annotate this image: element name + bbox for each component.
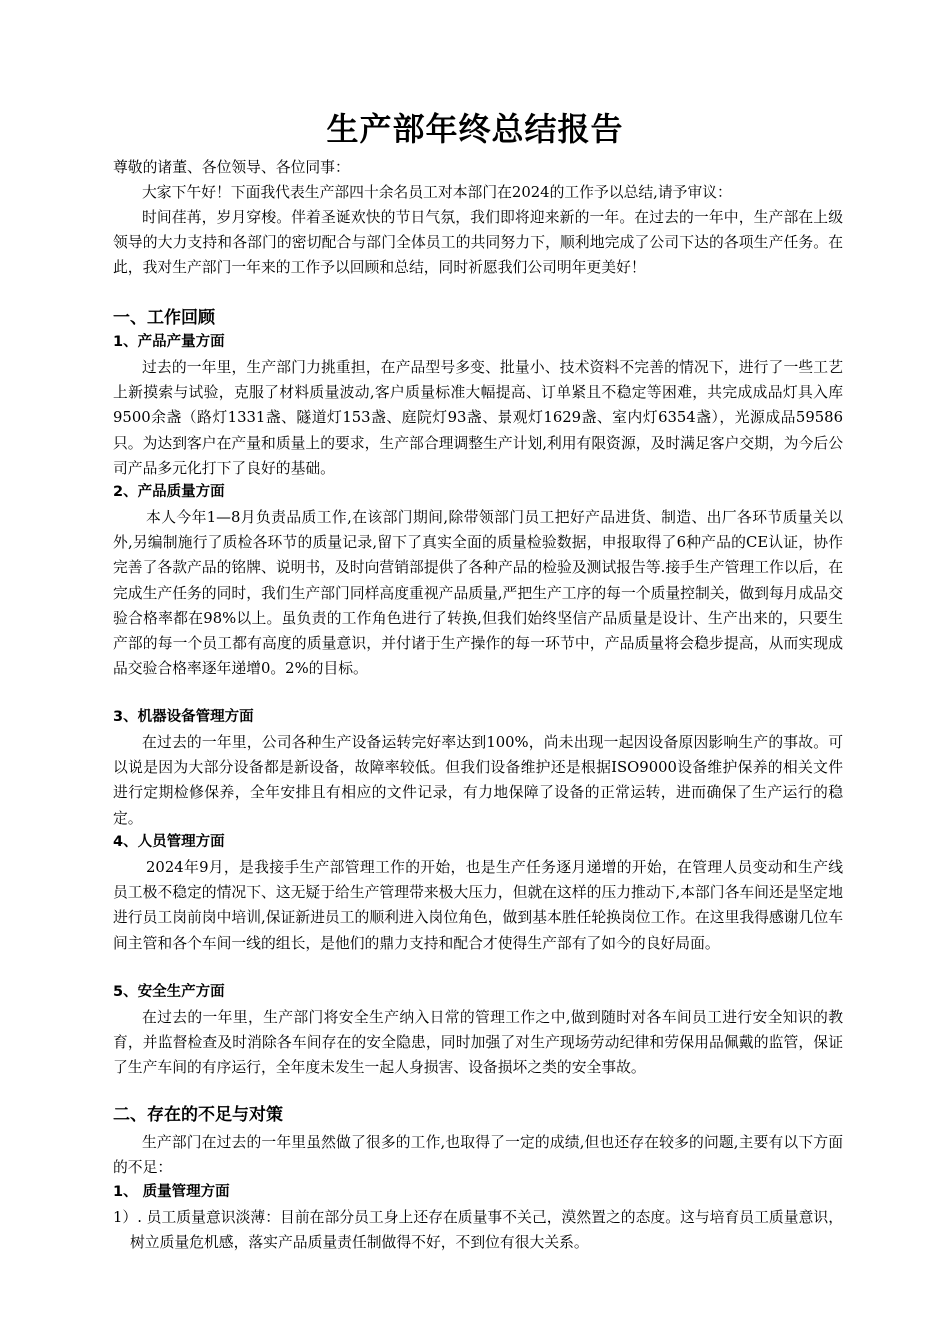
intro-paragraph-1: 大家下午好！下面我代表生产部四十余名员工对本部门在2024的工作予以总结,请予审议： [142, 184, 732, 201]
section-heading-work-review: 一、工作回顾 [113, 308, 215, 328]
quality-paragraph: 本人今年1—8月负责品质工作,在该部门期间,除带领部门员工把好产品进货、制造、出厂各环节质量关以外,另编制施行了质检各环节的质量记录,留下了真实全面的质量检验数据，申报取得了6种产品的CE认证，协作完善了各款产品的铭牌、说明书，及时向营销部提供了各种产品的检验及测试报告等.接手生产管理工作以后，在完成生产任务的同时，我们生产部门同样高度重视产品质量,严把生产工序的每一个质量控制关，做到每月成品交验合格率都在98%以上。虽负责的工作角色进行了转换,但我们始终坚信产品质量是设计、生产出来的，只要生产部的每一个员工都有高度的质量意识，并付诸于生产操作的每一环节中，产品质量将会稳步提高，从而实现成品交验合格率逐年递增0。2%的目标。 [113, 509, 843, 678]
subsection-heading-safety: 5、安全生产方面 [113, 984, 225, 1000]
subsection-heading-output: 1、产品产量方面 [113, 334, 225, 350]
subsection-heading-quality-management: 1、 质量管理方面 [113, 1184, 230, 1200]
subsection-heading-personnel: 4、人员管理方面 [113, 834, 225, 850]
output-paragraph: 过去的一年里，生产部门力挑重担，在产品型号多变、批量小、技术资料不完善的情况下，进行了一些工艺上新摸索与试验，克服了材料质量波动,客户质量标准大幅提高、订单紧且不稳定等困难，共完成成品灯具入库9500余盏（路灯1331盏、隧道灯153盏、庭院灯93盏、景观灯1629盏、室内灯6354盏），光源成品59586只。为达到客户在产量和质量上的要求，生产部合理调整生产计划,利用有限资源，及时满足客户交期，为今后公司产品多元化打下了良好的基础。 [113, 359, 843, 477]
document-title: 生产部年终总结报告 [326, 110, 624, 148]
subsection-heading-quality: 2、产品质量方面 [113, 484, 225, 500]
salutation: 尊敬的诸董、各位领导、各位同事： [113, 159, 350, 176]
equipment-paragraph: 在过去的一年里，公司各种生产设备运转完好率达到100%，尚未出现一起因设备原因影响生产的事故。可以说是因为大部分设备都是新设备，故障率较低。但我们设备维护还是根据ISO9000设备维护保养的相关文件进行定期检修保养，全年安排且有相应的文件记录，有力地保障了设备的正常运转，进而确保了生产运行的稳定。 [113, 734, 843, 827]
intro-paragraph-2: 时间荏苒，岁月穿梭。伴着圣诞欢快的节日气氛，我们即将迎来新的一年。在过去的一年中，生产部在上级领导的大力支持和各部门的密切配合与部门全体员工的共同努力下，顺利地完成了公司下达的各项生产任务。在此，我对生产部门一年来的工作予以回顾和总结，同时祈愿我们公司明年更美好！ [113, 209, 843, 277]
subsection-heading-equipment: 3、机器设备管理方面 [113, 709, 254, 725]
personnel-paragraph: 2024年9月，是我接手生产部管理工作的开始，也是生产任务逐月递增的开始，在管理人员变动和生产线员工极不稳定的情况下、这无疑于给生产管理带来极大压力，但就在这样的压力推动下,本部门各车间还是坚定地进行员工岗前岗中培训,保证新进员工的顺利进入岗位角色，做到基本胜任轮换岗位工作。在这里我得感谢几位车间主管和各个车间一线的组长，是他们的鼎力支持和配合才使得生产部有了如今的良好局面。 [113, 859, 843, 952]
section-heading-shortcomings: 二、存在的不足与对策 [113, 1105, 283, 1125]
shortcomings-intro: 生产部门在过去的一年里虽然做了很多的工作,也取得了一定的成绩,但也还存在较多的问题,主要有以下方面的不足： [113, 1134, 843, 1177]
quality-management-item-1: 1）. 员工质量意识淡薄：目前在部分员工身上还存在质量事不关己，漠然置之的态度。这与培育员工质量意识，树立质量危机感，落实产品质量责任制做得不好，不到位有很大关系。 [113, 1209, 843, 1252]
safety-paragraph: 在过去的一年里，生产部门将安全生产纳入日常的管理工作之中,做到随时对各车间员工进行安全知识的教育，并监督检查及时消除各车间存在的安全隐患，同时加强了对生产现场劳动纪律和劳保用品佩戴的监管，保证了生产车间的有序运行，全年度未发生一起人身损害、设备损坏之类的安全事故。 [113, 1009, 843, 1077]
